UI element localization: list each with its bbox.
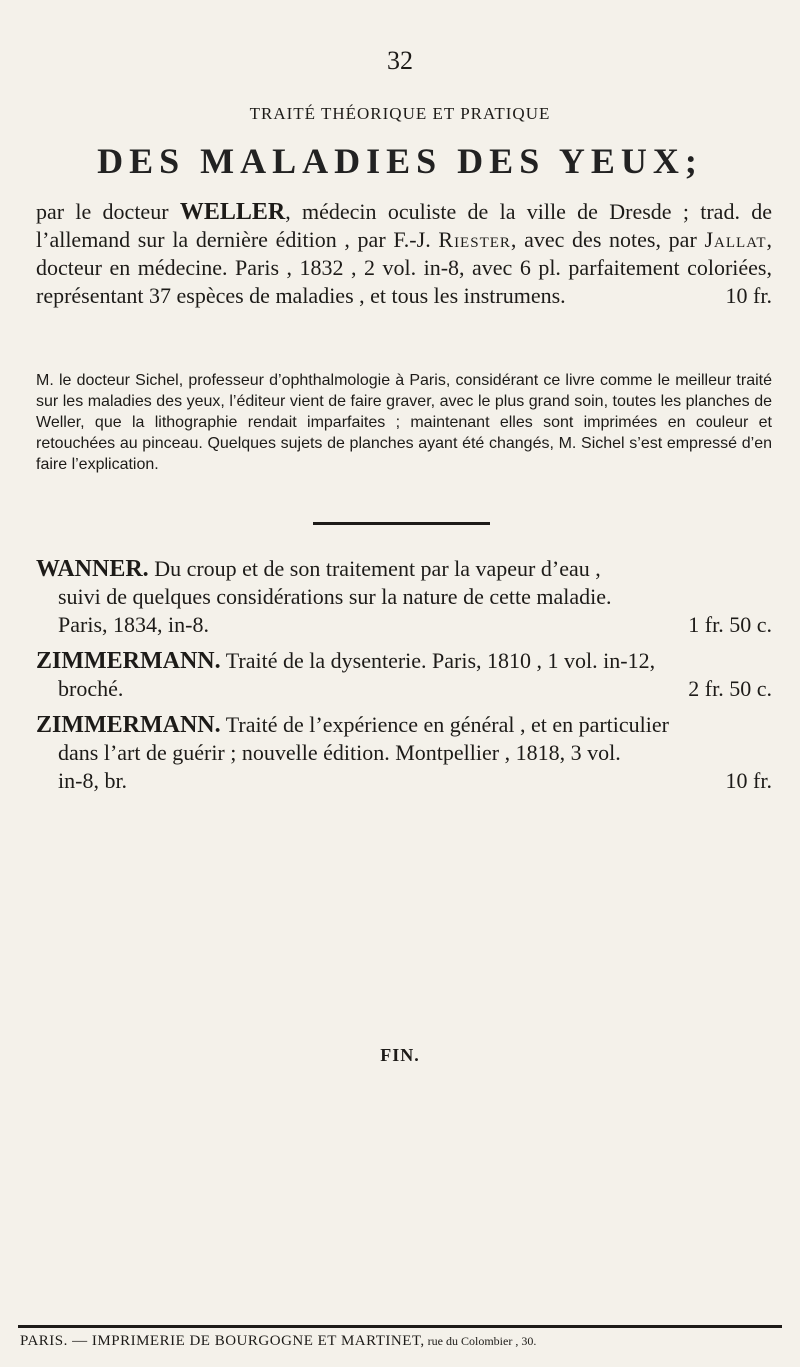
weller-text-2: , avec des notes, par [510, 227, 697, 252]
weller-text-1: , médecin oculiste de la ville de Dresde ; trad. de l’allemand sur la dernière édition , par F.-J. [36, 199, 772, 252]
catalog-entry-zimmermann-dysenterie [36, 647, 772, 703]
entry-author: ZIMMERMANN. [36, 712, 221, 738]
entry-price: 1 fr. 50 c. [688, 612, 772, 637]
running-header: TRAITÉ THÉORIQUE ET PRATIQUE [249, 104, 551, 123]
imprint-street: rue du Colombier , 30. [424, 1334, 537, 1348]
catalog-entries [36, 555, 772, 803]
footer-rule [18, 1325, 782, 1328]
entry-author: ZIMMERMANN. [36, 648, 221, 674]
entry-line-2: broché. [58, 676, 124, 701]
section-divider [313, 522, 490, 525]
entry-line-1: Traité de la dysenterie. Paris, 1810 , 1 vol. in-12, [220, 648, 656, 673]
entry-line-3: in-8, br. [58, 768, 128, 793]
entry-author: WANNER. [36, 556, 149, 582]
catalog-entry-wanner [36, 555, 772, 639]
entry-price: 10 fr. [725, 768, 772, 793]
entry-line-1: Du croup et de son traitement par la vapeur d’eau , [148, 556, 601, 581]
decorative-title: DES MALADIES DES YEUX; [97, 141, 703, 181]
weller-author: WELLER [179, 199, 286, 225]
entry-price: 2 fr. 50 c. [688, 676, 772, 701]
entry-line-1: Traité de l’expérience en général , et en particulier [220, 712, 669, 737]
fin-mark: FIN. [380, 1045, 420, 1065]
imprint-main: PARIS. — IMPRIMERIE DE BOURGOGNE ET MARTINET, [20, 1333, 425, 1349]
weller-intro: par le docteur [36, 199, 169, 224]
publisher-note: M. le docteur Sichel, professeur d’ophthalmologie à Paris, considérant ce livre comme le meilleur traité sur les maladies des yeux, l’éditeur vient de faire graver, avec le plus grand soin, toutes les planches de Weller, que la lithographie rendait imparfaites ; maintenant elles sont imprimées en couleur et retouchées au pinceau. Quelques sujets de planches ayant été changés, M. Sichel s’est empressé d’en faire l’explication. [36, 372, 772, 473]
weller-text-3: , docteur en médecine. Paris , 1832 , 2 vol. in-8, avec 6 pl. parfaitement coloriées, représentant 37 espèces de maladies , et tous les instrumens. [36, 227, 773, 308]
weller-translator: Riester [438, 227, 511, 252]
entry-line-2: suivi de quelques considérations sur la nature de cette maladie. [58, 584, 612, 609]
weller-price: 10 fr. [725, 283, 772, 308]
entry-line-2: dans l’art de guérir ; nouvelle édition. Montpellier , 1818, 3 vol. [58, 740, 621, 765]
weller-annotator: Jallat [704, 227, 767, 252]
page-number: 32 [387, 46, 413, 75]
entry-line-3: Paris, 1834, in-8. [58, 612, 209, 637]
weller-entry [36, 198, 772, 310]
printer-imprint [20, 1333, 780, 1350]
catalog-entry-zimmermann-experience [36, 711, 772, 795]
